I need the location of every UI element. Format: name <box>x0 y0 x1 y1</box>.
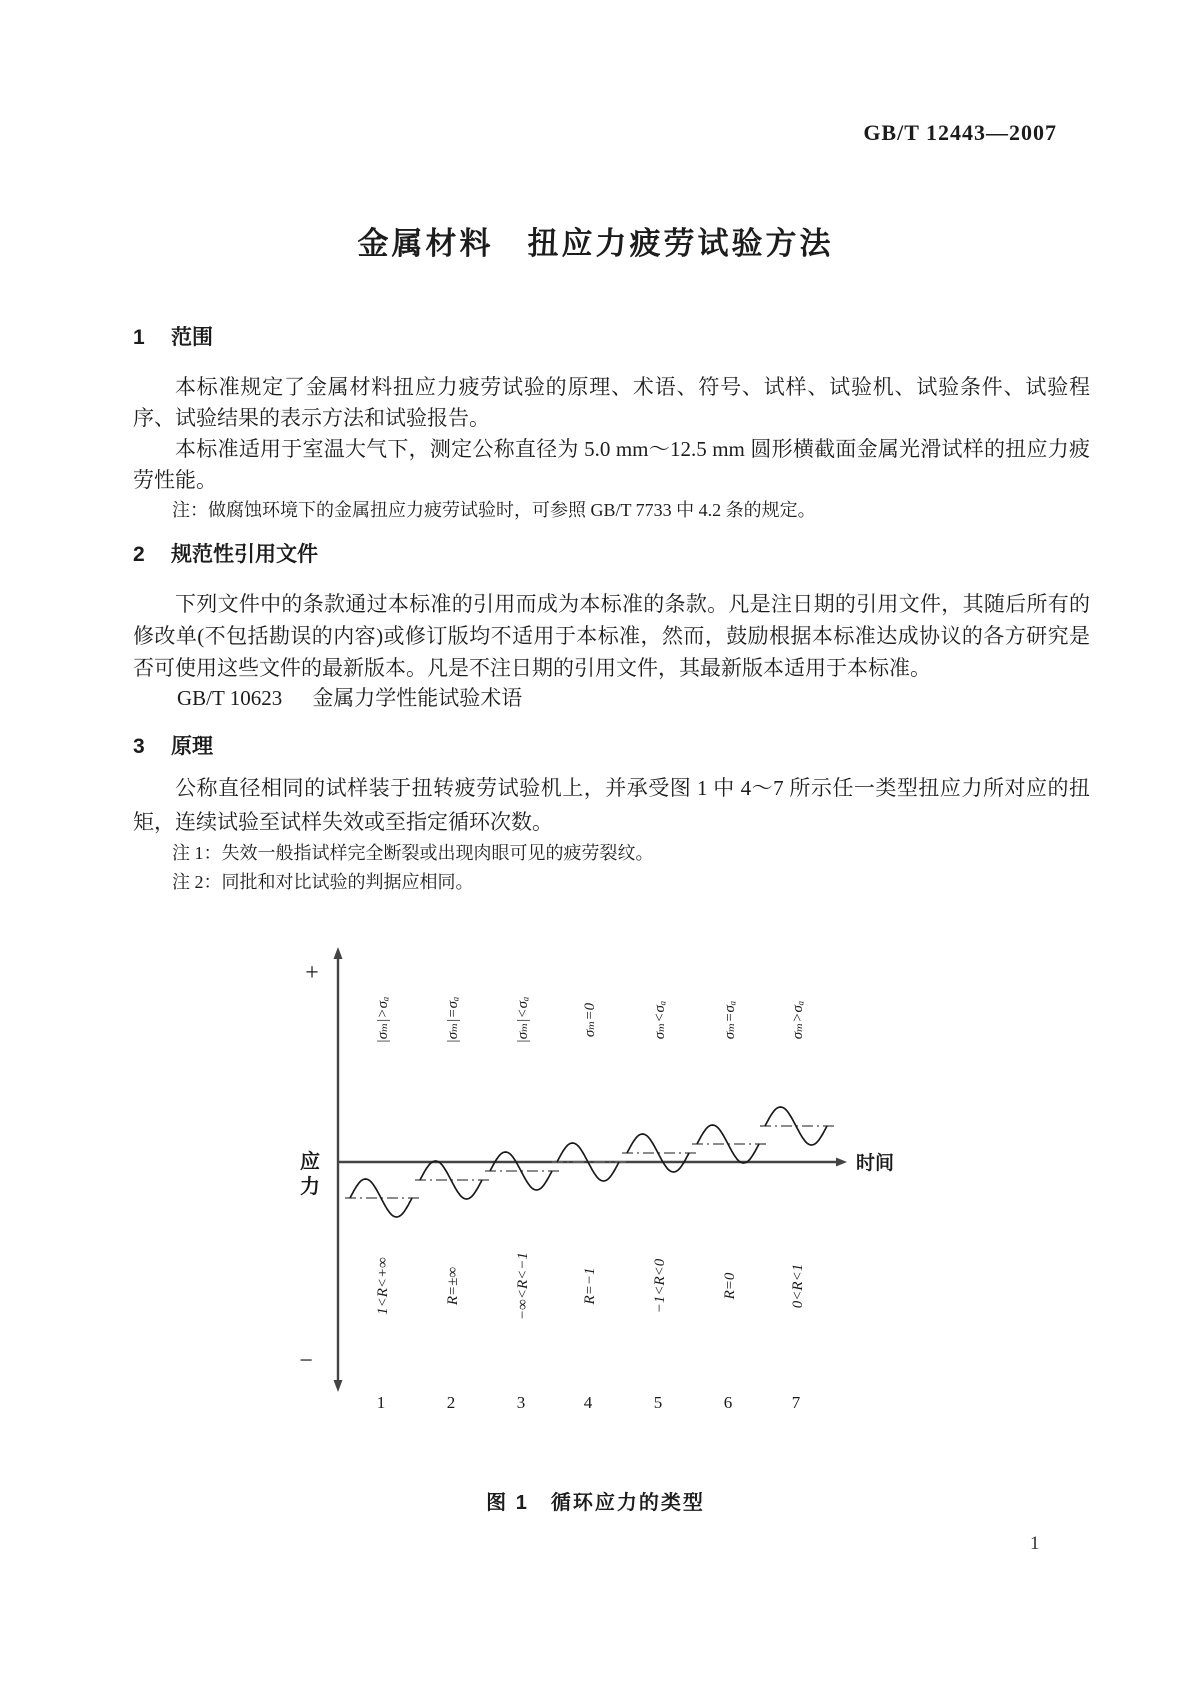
figure-caption: 图 1 循环应力的类型 <box>486 1492 705 1514</box>
sigma-condition-label-4: σₘ=0 <box>582 1002 598 1038</box>
time-axis-label: 时间 <box>856 1153 895 1174</box>
plus-sign-label: + <box>305 960 319 986</box>
section-1-note: 注：做腐蚀环境下的金属扭应力疲劳试验时，可参照 GB/T 7733 中 4.2 条的规定。 <box>172 500 816 520</box>
stress-ratio-label-3: −∞<R<−1 <box>515 1252 531 1320</box>
section-1-heading <box>133 325 213 350</box>
wave-number-7: 7 <box>791 1393 801 1412</box>
reference-code: GB/T 10623 <box>177 686 283 710</box>
wave-number-3: 3 <box>516 1393 526 1412</box>
sigma-condition-label-1: |σₘ|>σₐ <box>375 996 391 1044</box>
normative-reference <box>133 685 1090 711</box>
sigma-condition-label-2: |σₘ|=σₐ <box>445 996 461 1044</box>
sigma-condition-label-5: σₘ<σₐ <box>652 1000 668 1040</box>
section-1-number: 1 <box>133 326 145 349</box>
section-2-title: 规范性引用文件 <box>171 543 318 566</box>
wave-number-5: 5 <box>653 1393 663 1412</box>
section-3-heading <box>133 734 213 759</box>
stress-ratio-label-7: 0<R<1 <box>790 1263 806 1309</box>
wave-number-4: 4 <box>583 1393 593 1412</box>
section-1-paragraph-2: 本标准适用于室温大气下，测定公称直径为 5.0 mm～12.5 mm 圆形横截面金属光滑试样的扭应力疲劳性能。 <box>133 437 1090 492</box>
section-3-number: 3 <box>133 735 145 758</box>
section-3-note-2: 注 2：同批和对比试验的判据应相同。 <box>172 872 474 892</box>
reference-title: 金属力学性能试验术语 <box>312 686 523 710</box>
stress-ratio-label-4: R=−1 <box>582 1267 598 1305</box>
section-2-paragraph-1: 下列文件中的条款通过本标准的引用而成为本标准的条款。凡是注日期的引用文件，其随后所有的修改单(不包括勘误的内容)或修订版均不适用于本标准，然而，鼓励根据本标准达成协议的各方研究是否可使用这些文件的最新版本。凡是不注日期的引用文件，其最新版本适用于本标准。 <box>133 592 1090 680</box>
minus-sign-label: − <box>299 1348 313 1374</box>
sigma-condition-label-7: σₘ>σₐ <box>790 1000 806 1040</box>
stress-ratio-label-1: 1<R<+∞ <box>375 1257 391 1315</box>
stress-ratio-label-5: −1<R<0 <box>652 1258 668 1314</box>
time-axis-arrow <box>836 1158 847 1167</box>
stress-axis-label-char-1: 应 <box>300 1151 320 1173</box>
stress-axis-label-char-2: 力 <box>300 1176 320 1198</box>
stress-ratio-label-6: R=0 <box>722 1272 738 1300</box>
document-title: 金属材料 扭应力疲劳试验方法 <box>357 226 834 261</box>
section-3-title: 原理 <box>171 735 213 758</box>
section-2-heading <box>133 542 318 567</box>
page-number: 1 <box>1030 1533 1040 1554</box>
section-2-number: 2 <box>133 543 145 566</box>
section-1-title: 范围 <box>171 326 213 349</box>
sigma-condition-label-6: σₘ=σₐ <box>722 1000 738 1040</box>
sigma-condition-label-3: |σₘ|<σₐ <box>515 996 531 1044</box>
doc-code: GB/T 12443—2007 <box>863 120 1057 145</box>
section-3-note-1: 注 1：失效一般指试样完全断裂或出现肉眼可见的疲劳裂纹。 <box>172 843 654 863</box>
section-3-paragraph-1: 公称直径相同的试样装于扭转疲劳试验机上，并承受图 1 中 4～7 所示任一类型扭应力所对应的扭矩，连续试验至试样失效或至指定循环次数。 <box>133 776 1090 834</box>
stress-axis-down-arrow <box>334 1380 343 1392</box>
wave-number-2: 2 <box>446 1393 456 1412</box>
wave-number-6: 6 <box>723 1393 733 1412</box>
stress-axis-up-arrow <box>334 947 343 959</box>
stress-ratio-label-2: R=±∞ <box>445 1266 461 1306</box>
section-1-paragraph-1: 本标准规定了金属材料扭应力疲劳试验的原理、术语、符号、试样、试验机、试验条件、试验程序、试验结果的表示方法和试验报告。 <box>133 375 1090 430</box>
figure-cyclic-stress-types <box>250 870 950 1430</box>
wave-number-1: 1 <box>376 1393 386 1412</box>
